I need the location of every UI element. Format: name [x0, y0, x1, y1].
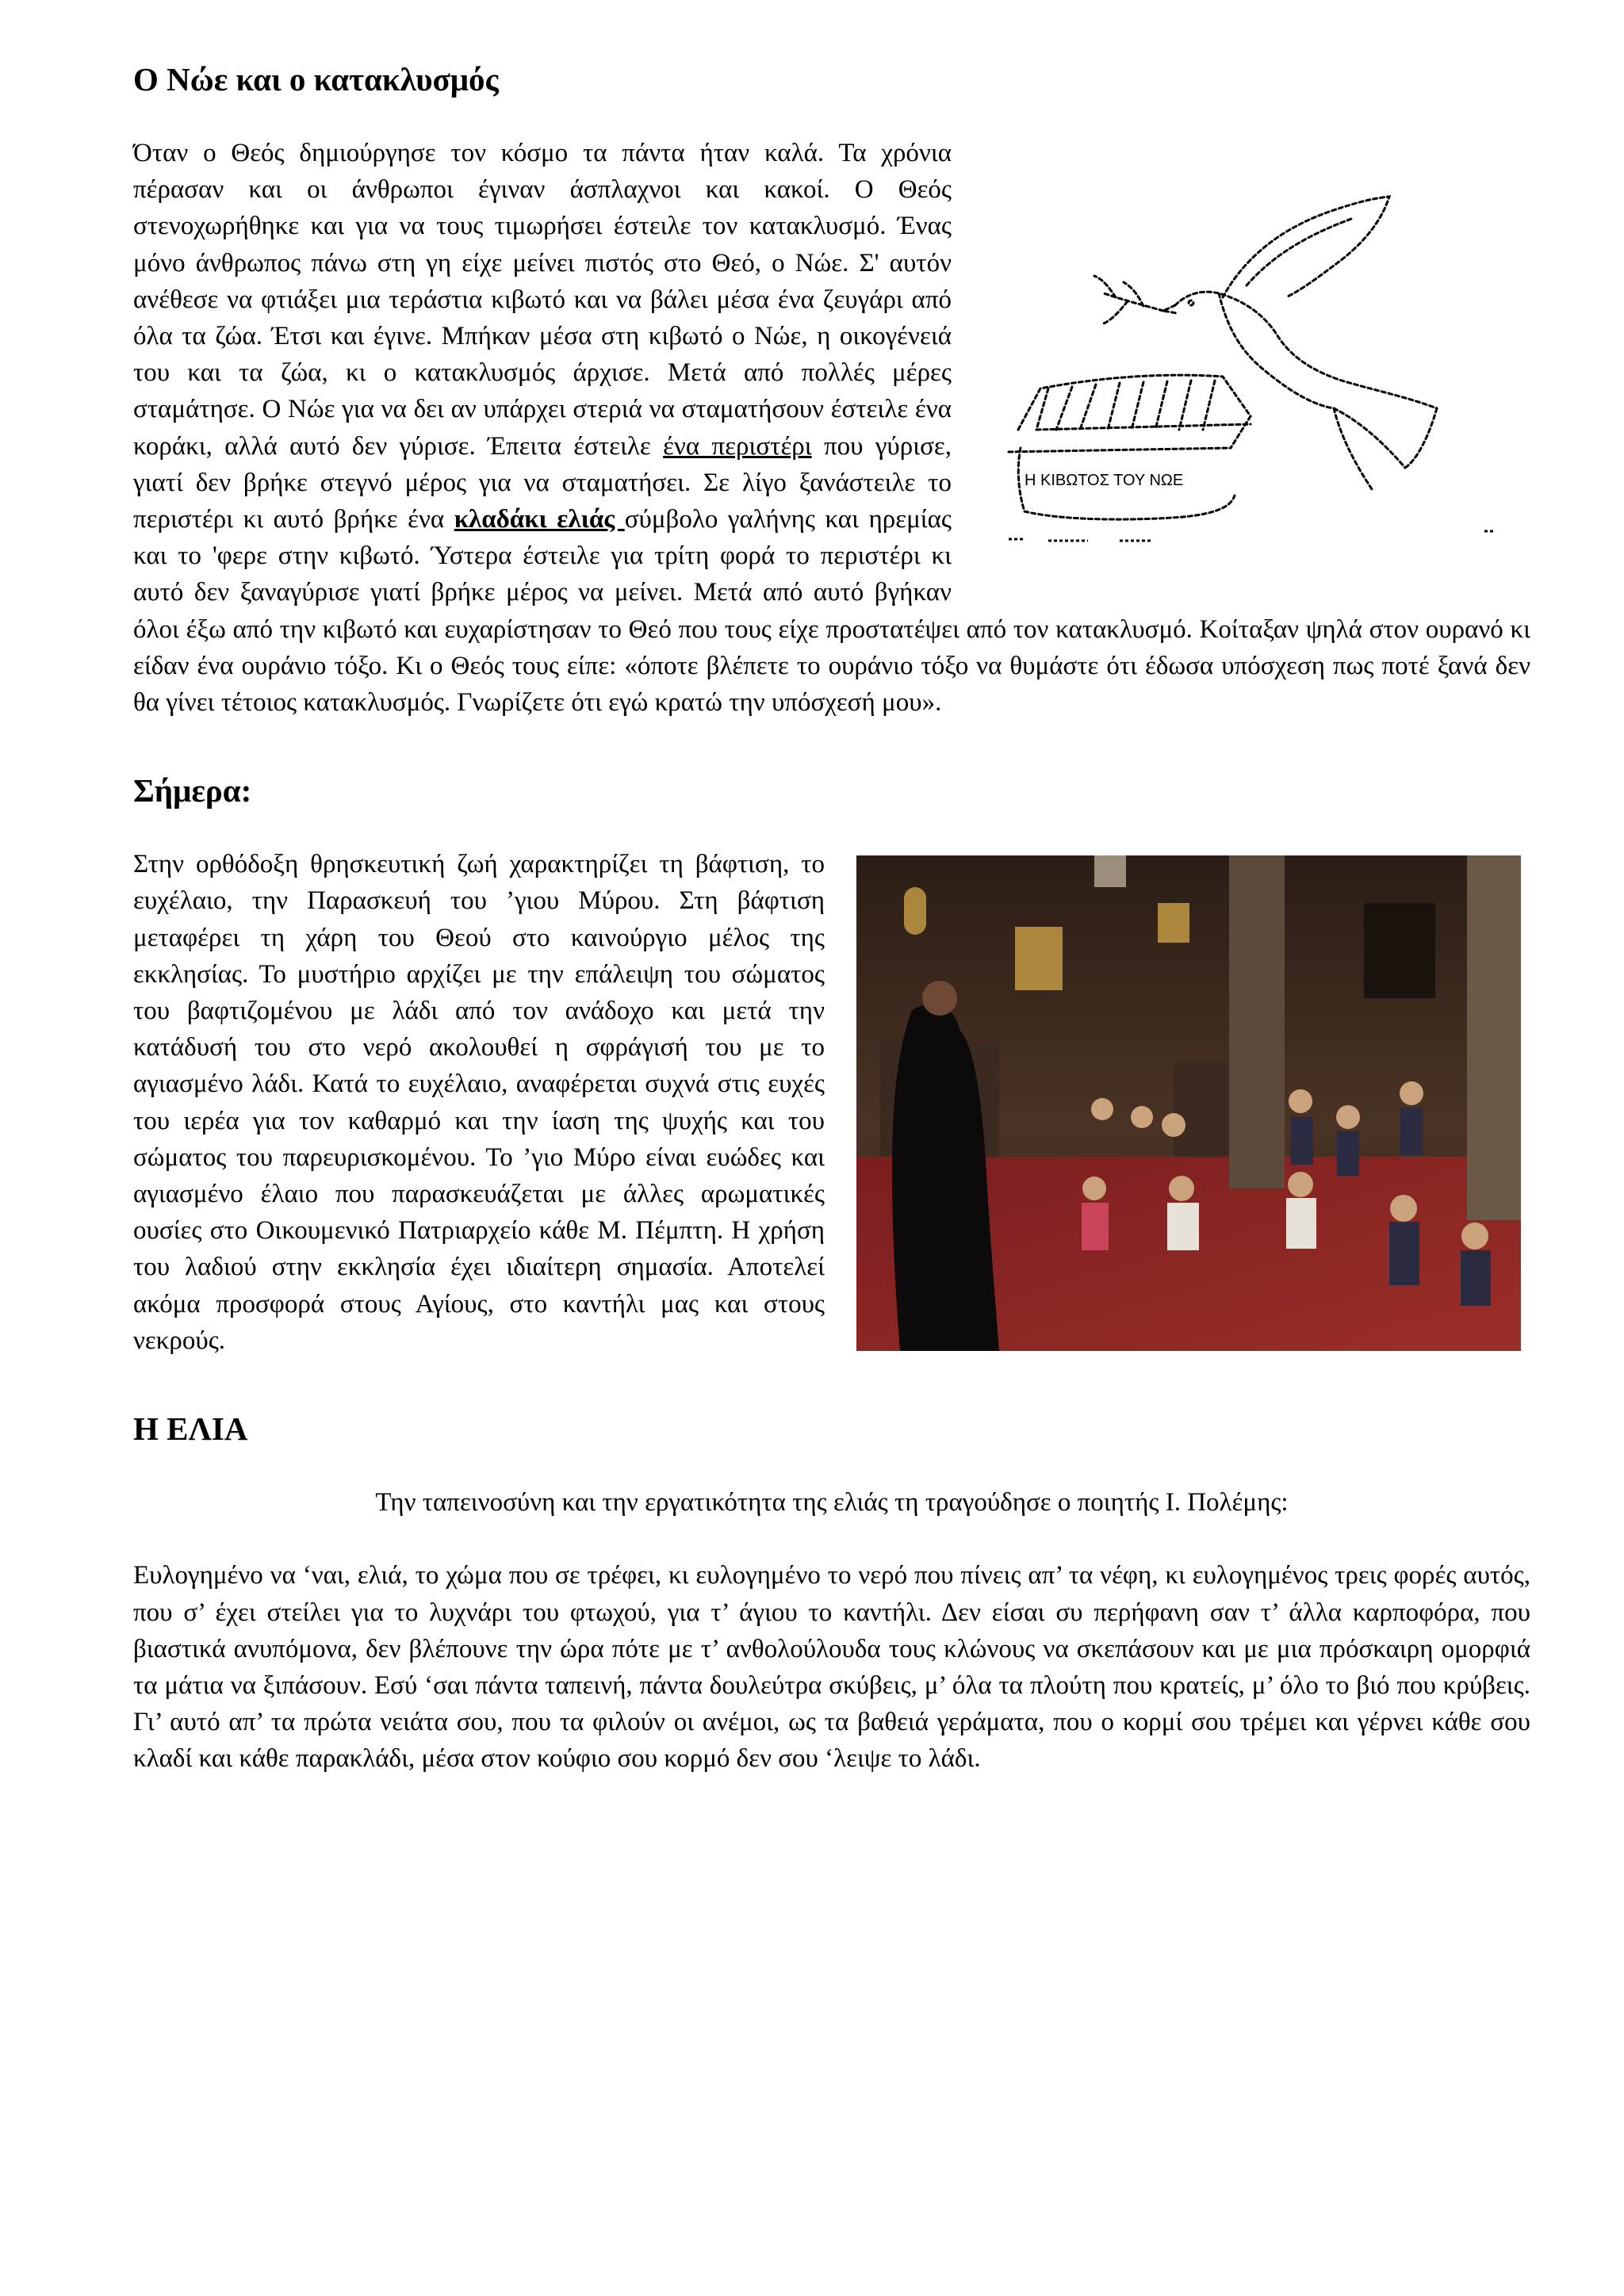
olive-branch-text: κλαδάκι ελιάς [454, 505, 625, 534]
title-olive: Η ΕΛΙΑ [133, 1410, 248, 1448]
olive-intro: Την ταπεινοσύνη και την εργατικότητα της ελιάς τη τραγούδησε ο ποιητής Ι. Πολέμης: [375, 1488, 1289, 1517]
olive-poem: Ευλογημένο να ‘ναι, ελιά, το χώμα που σε τρέφει, κι ευλογημένο το νερό που πίνεις απ’ τα νέφη, κι ευλογημένος τρεις φορές αυτός, που σ’ έχει στείλει για το λυχνάρι του φτωχού, για τ’ άγιου το καντήλι. Δεν είσαι συ περήφανη σαν τ’ άλλα καρποφόρα, που βιαστικά ανυπόμονα, δεν βλέπουνε την ώρα πότε με τ’ ανθολούλουδα τους κλώνους να σκεπάσουν και με μια πρόσκαιρη ομορφιά τα μάτια να ξιπάσουν. Εσύ ‘σαι πάντα ταπεινή, πάντα δουλεύτρα σκύβεις, μ’ όλα τα πλούτη που κρατείς, μ’ όλο το βιό που κρύβεις. Γι’ αυτό απ’ τα πρώτα νειάτα σου, που τα φιλούν οι ανέμοι, ως τα βαθειά γεράματα, που ο κορμί σου τρέμει και γέρνει κάθε σου κλαδί και κάθε παρακλάδι, μέσα στον κούφιο σου κορμό δεν σου ‘λειψε το λάδι. [133, 1561, 1530, 1774]
ark-label: Η ΚΙΒΩΤΟΣ ΤΟΥ ΝΩΕ [1025, 472, 1184, 489]
today-paragraph: Στην ορθόδοξη θρησκευτική ζωή χαρακτηρίζει τη βάφτιση, το ευχέλαιο, την Παρασκευή του ’γιου Μύρου. Στη βάφτιση μεταφέρει τη χάρη του Θεού στο καινούργιο μέλος της εκκλησίας. Το μυστήριο αρχίζει με την επάλειψη του σώματος του βαφτιζομένου με λάδι από τον ανάδοχο και μετά την κατάδυσή του στο νερό ακολουθεί η σφράγισή του με το αγιασμένο λάδι. Κατά το ευχέλαιο, αναφέρεται συχνά στις ευχές του ιερέα για τον καθαρμό και την ίαση της ψυχής και του σώματος του παρευρισκομένου. Το ’γιο Μύρο είναι ευώδες και αγιασμένο έλαιο που παρασκευάζεται με άλλες αρωματικές ουσίες στο Οικουμενικό Πατριαρχείο κάθε Μ. Πέμπτη. Η χρήση του λαδιού στην εκκλησία έχει ιδιαίτερη σημασία. Αποτελεί ακόμα προσφορά στους Αγίους, στο καντήλι μας και στους νεκρούς. [133, 850, 825, 1355]
dove-underlined-text: ένα περιστέρι [663, 431, 812, 461]
church-children-photo [856, 855, 1521, 1351]
story-text-c: σύμβολο γαλήνης και ηρεμίας και το 'φερε στην κιβωτό. Ύστερα έστειλε για τρίτη φορά το περιστέρι κι αυτό δεν ξαναγύρισε γιατί βρήκε μέρος να μείνει. Μετά από αυτό βγήκαν όλοι έξω από την κιβωτό και ευχαρίστησαν το Θεό που τους είχε προστατέψει από τον κατακλυσμό. Κοίταξαν ψηλά στον ουρανό κι είδαν ένα ουράνιο τόξο. Κι ο Θεός τους είπε: «όποτε βλέπετε το ουράνιο τόξο να θυμάστε ότι έδωσα υπόσχεση πως ποτέ ξανά δεν θα γίνει τέτοιος κατακλυσμός. Γνωρίζετε ότι εγώ κρατώ την υπόσχεσή μου». [133, 505, 1530, 718]
story-text-b: που γύρισε, γιατί δεν βρήκε στεγνό μέρος για να σταματήσει. Σε λίγο ξανάστειλε το περιστέρι κι αυτό βρήκε ένα [133, 431, 952, 534]
dove-ark-drawing [961, 135, 1530, 596]
title-noah-flood: Ο Νώε και ο κατακλυσμός [133, 61, 499, 98]
dove-icon [961, 135, 1530, 596]
document-page [133, 55, 1530, 1777]
story-text-a: Όταν ο Θεός δημιούργησε τον κόσμο τα πάντα ήταν καλά. Τα χρόνια πέρασαν και οι άνθρωποι έγιναν άσπλαχνοι και κακοί. Ο Θεός στενοχωρήθηκε και για να τους τιμωρήσει έστειλε τον κατακλυσμό. Ένας μόνο άνθρωπος πάνω στη γη είχε μείνει πιστός στο Θεό, ο Νώε. Σ' αυτόν ανέθεσε να φτιάξει μια τεράστια κιβωτό και να βάλει μέσα ένα ζευγάρι από όλα τα ζώα. Έτσι και έγινε. Μπήκαν μέσα στη κιβωτό ο Νώε, η οικογένειά του και τα ζώα, κι ο κατακλυσμός άρχισε. Μετά από πολλές μέρες σταμάτησε. Ο Νώε για να δει αν υπάρχει στεριά να σταματήσουν έστειλε ένα κοράκι, αλλά αυτό δεν γύρισε. Έπειτα έστειλε [133, 139, 952, 461]
church-photo-icon [856, 855, 1521, 1351]
title-today: Σήμερα: [133, 772, 252, 809]
